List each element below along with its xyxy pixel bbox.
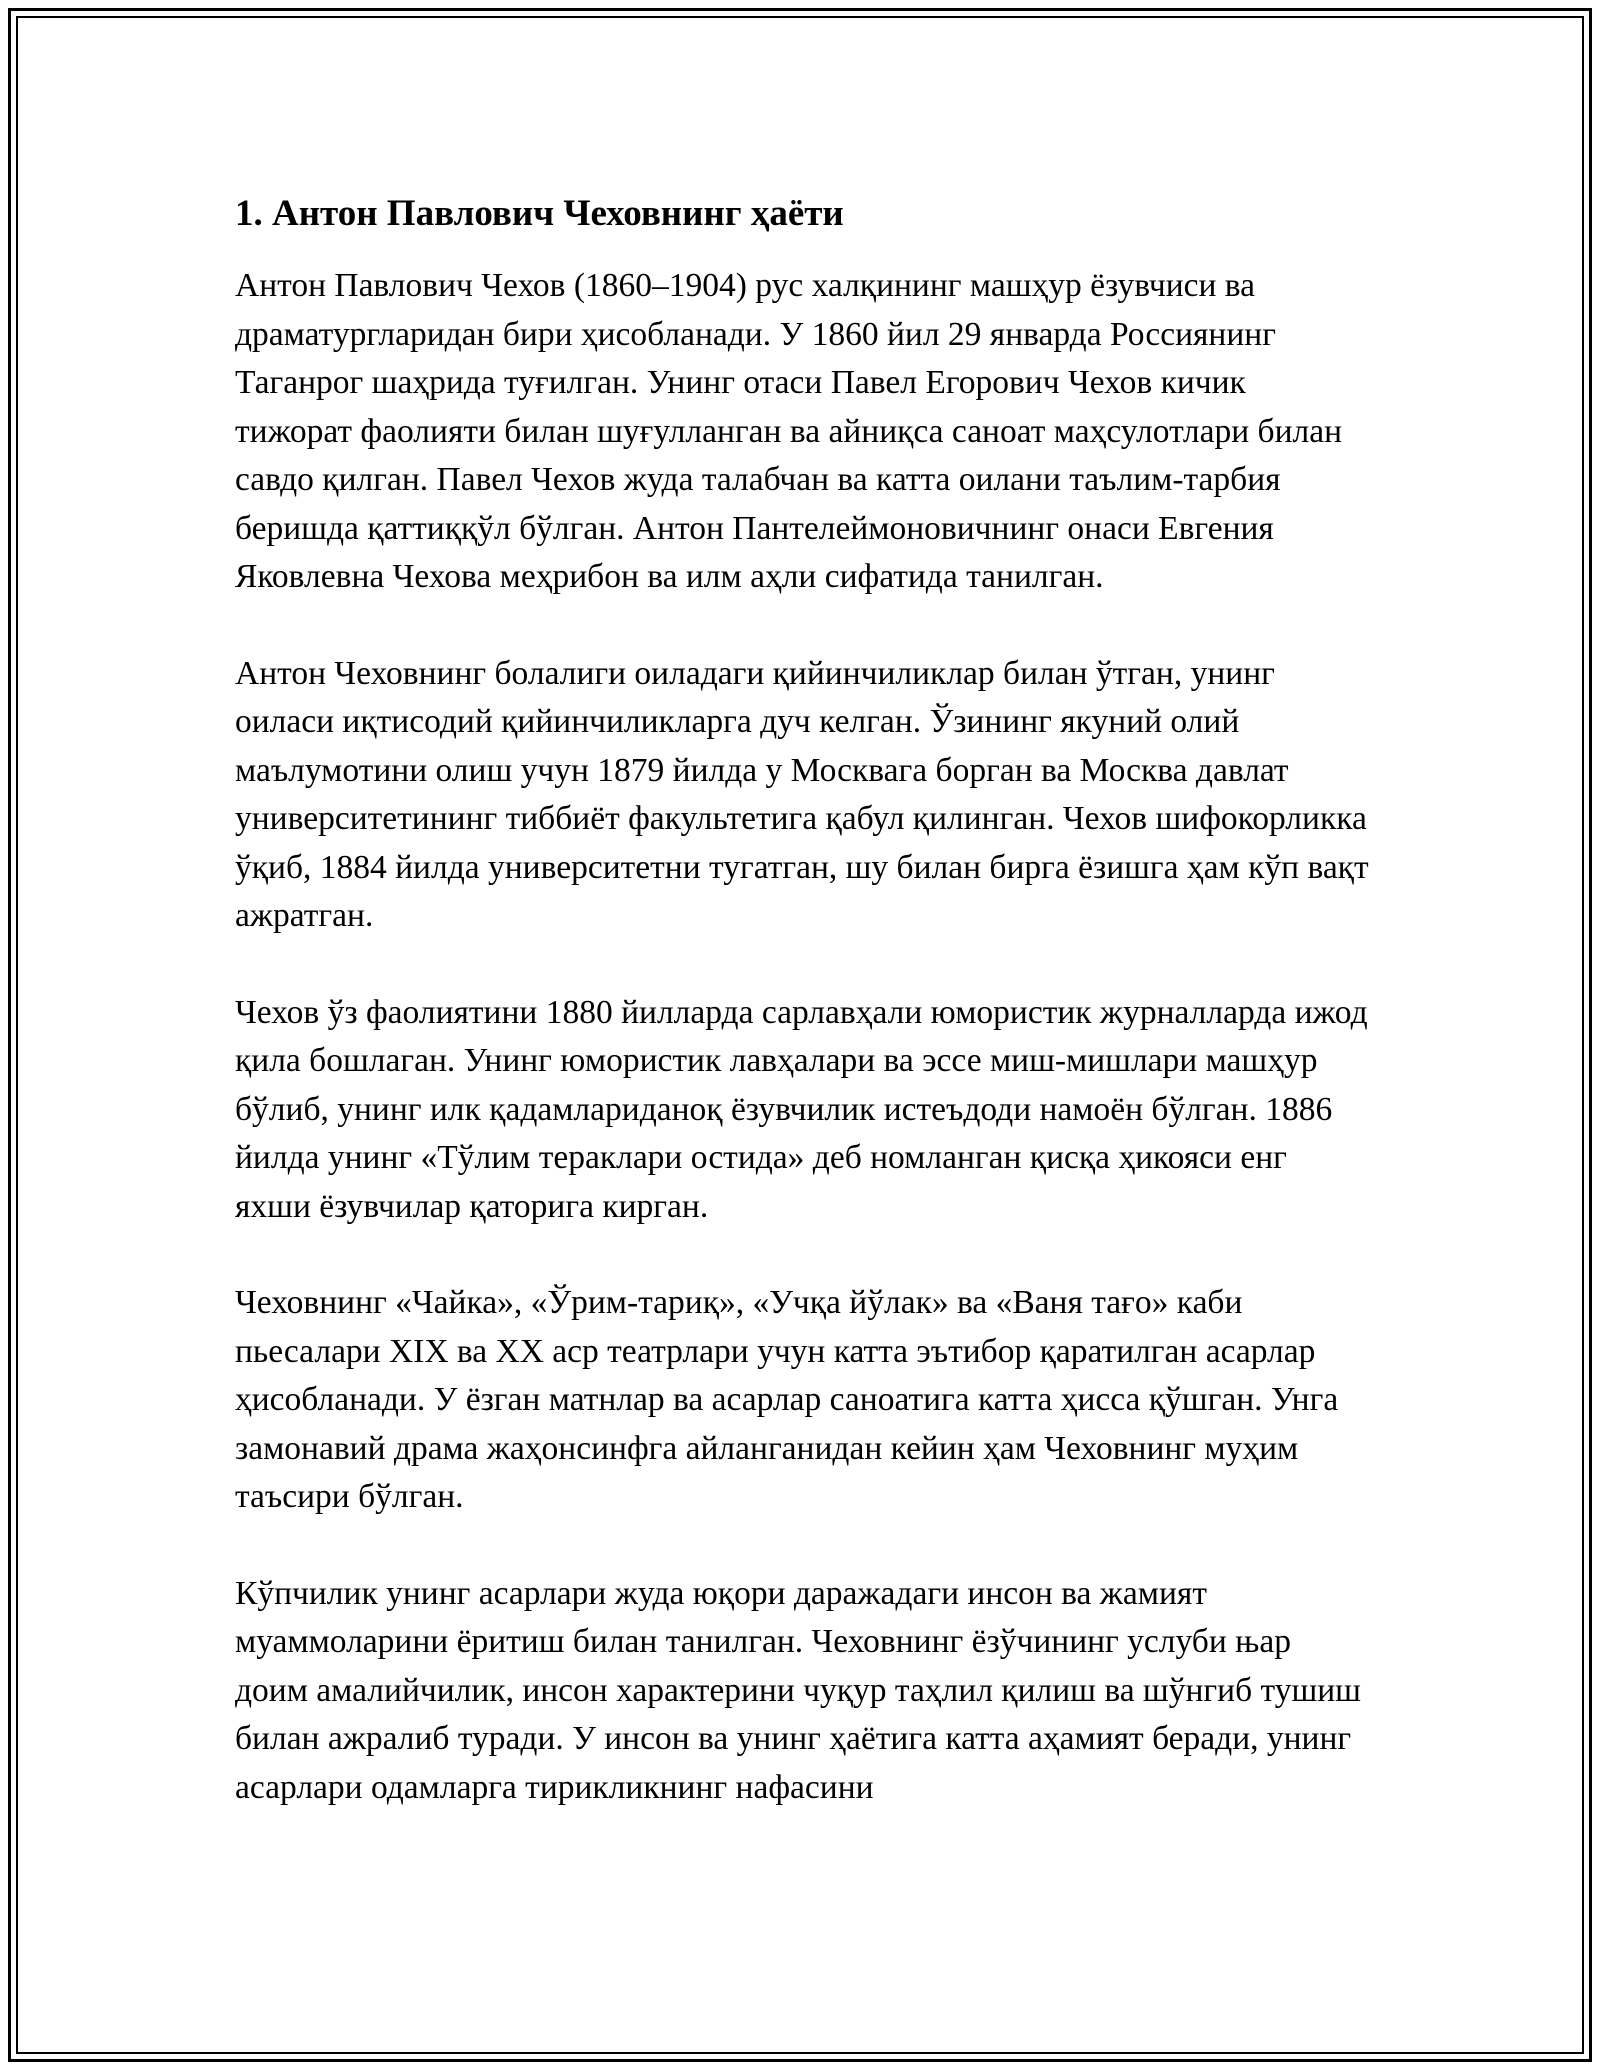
paragraph-4: Чеховнинг «Чайка», «Ўрим-тариқ», «Учқа йўлак» ва «Ваня тағо» каби пьесалари XIX ва XX аср театрлари учун катта эътибор қаратилган асарлар ҳисобланади. У ёзган матнлар ва асарлар саноатига катта ҳисса қўшган. Унга замонавий драма жаҳонсинфга айланганидан кейин ҳам Чеховнинг муҳим таъсири бўлган.	[235, 1284, 1339, 1515]
document-body	[235, 190, 1370, 1860]
paragraph-1: Антон Павлович Чехов (1860–1904) рус халқининг машҳур ёзувчиси ва драматургларидан бири ҳисобланади. У 1860 йил 29 январда Россиянинг Таганрог шаҳрида туғилган. Унинг отаси Павел Егорович Чехов кичик тижорат фаолияти билан шуғулланган ва айниқса саноат маҳсулотлари билан савдо қилган. Павел Чехов жуда талабчан ва катта оилани таълим-тарбия беришда қаттиққўл бўлган. Антон Пантелеймоновичнинг онаси Евгения Яковлевна Чехова меҳрибон ва илм аҳли сифатида танилган.	[235, 267, 1343, 595]
paragraph-3: Чехов ўз фаолиятини 1880 йилларда сарлавҳали юмористик журналларда ижод қила бошлаган. Унинг юмористик лавҳалари ва эссе миш-мишлари машҳур бўлиб, унинг илк қадамлариданоқ ёзувчилик истеъдоди намоён бўлган. 1886 йилда унинг «Тўлим тераклари остида» деб номланган қисқа ҳикояси енг яхши ёзувчилар қаторига кирган.	[235, 993, 1368, 1225]
paragraph-2: Антон Чеховнинг болалиги оиладаги қийинчиликлар билан ўтган, унинг оиласи иқтисодий қийинчиликларга дуч келган. Ўзининг якуний олий маълумотини олиш учун 1879 йилда у Москвага борган ва Москва давлат университетининг тиббиёт факультетига қабул қилинган. Чехов шифокорликка ўқиб, 1884 йилда университетни тугатган, шу билан бирга ёзишга ҳам кўп вақт ажратган.	[235, 654, 1369, 934]
paragraph-5: Кўпчилик унинг асарлари жуда юқори даражадаги инсон ва жамият муаммоларини ёритиш билан танилган. Чеховнинг ёзўчининг услуби њар доим амалийчилик, инсон характерини чуқур таҳлил қилиш ва шўнгиб тушиш билан ажралиб туради. У инсон ва унинг ҳаётига катта аҳамият беради, унинг асарлари одамларга тирикликнинг нафасини	[235, 1574, 1361, 1806]
section-heading: 1. Антон Павлович Чеховнинг ҳаёти	[235, 193, 844, 234]
